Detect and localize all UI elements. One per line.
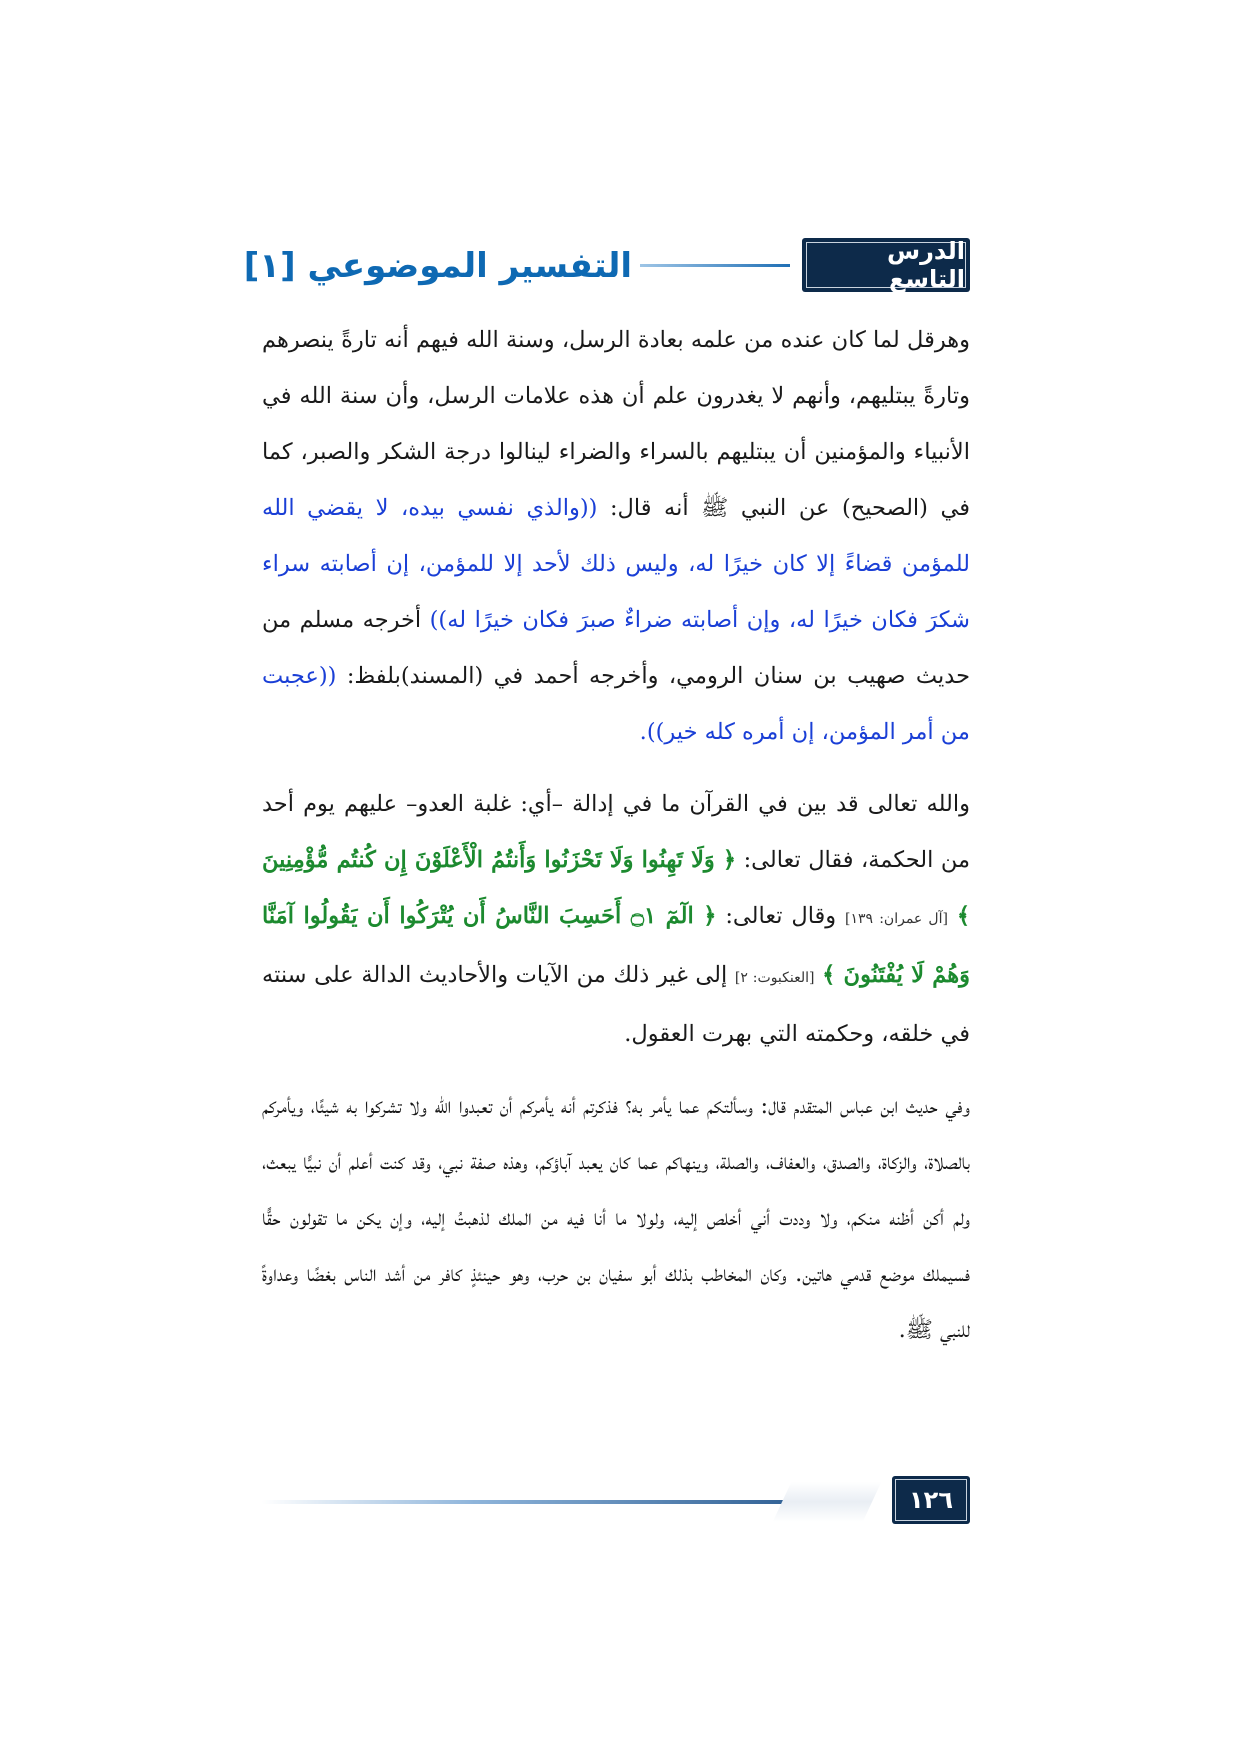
quran-verse: ﴿ الٓمٓ ۝١ أَحَسِبَ النَّاسُ أَن يُتْرَكُوا أَن يَقُولُوا آمَنَّا وَهُمْ لَا يُفْتَنُونَ ﴾ bbox=[262, 903, 971, 988]
main-text bbox=[262, 312, 970, 1374]
page-number: ١٢٦ bbox=[895, 1479, 967, 1521]
hadith-quote: ((عجبت من أمر المؤمن، إن أمره كله خير)). bbox=[262, 663, 970, 745]
text-segment: وقال تعالى: bbox=[725, 903, 837, 929]
paragraph-1 bbox=[262, 312, 970, 760]
quran-verse: ﴿ وَلَا تَهِنُوا وَلَا تَحْزَنُوا وَأَنتُمُ الْأَعْلَوْنَ إِن كُنتُم مُّؤْمِنِينَ ﴾ bbox=[262, 847, 970, 929]
text-segment: أخرجه مسلم من حديث صهيب بن سنان الرومي، وأخرجه أحمد في (المسند)بلفظ: bbox=[262, 607, 970, 689]
hadith-quote: ((والذي نفسي بيده، لا يقضي الله للمؤمن قضاءً إلا كان خيرًا له، وليس ذلك لأحد إلا للمؤمن، إن أصابته سراء شكرَ فكان خيرًا له، وإن أصابته ضراءٌ صبرَ فكان خيرًا له)) bbox=[262, 495, 971, 633]
text-segment: وهرقل لما كان عنده من علمه بعادة الرسل، وسنة الله فيهم أنه تارةً ينصرهم وتارةً يبتليهم، وأنهم لا يغدرون علم أن هذه علامات الرسل، وأن سنة الله في الأنبياء والمؤمنين أن يبتليهم بالسراء والضراء لينالوا درجة الشكر والصبر، كما في (الصحيح) عن النبي ﷺ أنه قال: bbox=[262, 327, 971, 521]
paragraph-2 bbox=[262, 776, 970, 1062]
paragraph-3: وفي حديث ابن عباس المتقدم قال: وسألتكم عما يأمر به؟ فذكرتم أنه يأمركم أن تعبدوا الله ولا تشركوا به شيئًا، ويأمركم بالصلاة، والزكاة، والصدق، والعفاف، والصلة، وينهاكم عما كان يعبد آباؤكم، وهذه صفة نبي، وقد كنت أعلم أن نبيًّا يبعث، ولم أكن أظنه منكم، ولا وددت أني أخلص إليه، ولولا ما أنا فيه من الملك لذهبتُ إليه، وإن يكن ما تقولون حقًّا فسيملك موضع قدمي هاتين. وكان المخاطب بذلك أبو سفيان بن حرب، وهو حينئذٍ كافر من أشد الناس بغضًا وعداوةً للنبي ﷺ. bbox=[262, 1093, 970, 1343]
text-segment: والله تعالى قد بين في القرآن ما في إدالة –أي: غلبة العدو– عليهم يوم أحد من الحكمة، فقال تعالى: bbox=[262, 791, 970, 873]
header-divider bbox=[640, 264, 790, 267]
course-title: التفسير الموضوعي [١] bbox=[243, 246, 632, 286]
footer-shade bbox=[773, 1482, 882, 1522]
verse-reference: [العنكبوت: ٢] bbox=[734, 970, 815, 986]
page-number-box bbox=[892, 1476, 970, 1524]
verse-reference: [آل عمران: ١٣٩] bbox=[845, 911, 948, 927]
lesson-label-box bbox=[802, 238, 970, 292]
lesson-label: الدرس التاسع bbox=[806, 242, 966, 288]
text-segment: إلى غير ذلك من الآيات والأحاديث الدالة على سنته في خلقه، وحكمته التي بهرت العقول. bbox=[262, 962, 970, 1047]
page-header bbox=[243, 236, 970, 296]
footer-divider bbox=[262, 1500, 862, 1504]
page-footer bbox=[262, 1476, 970, 1526]
